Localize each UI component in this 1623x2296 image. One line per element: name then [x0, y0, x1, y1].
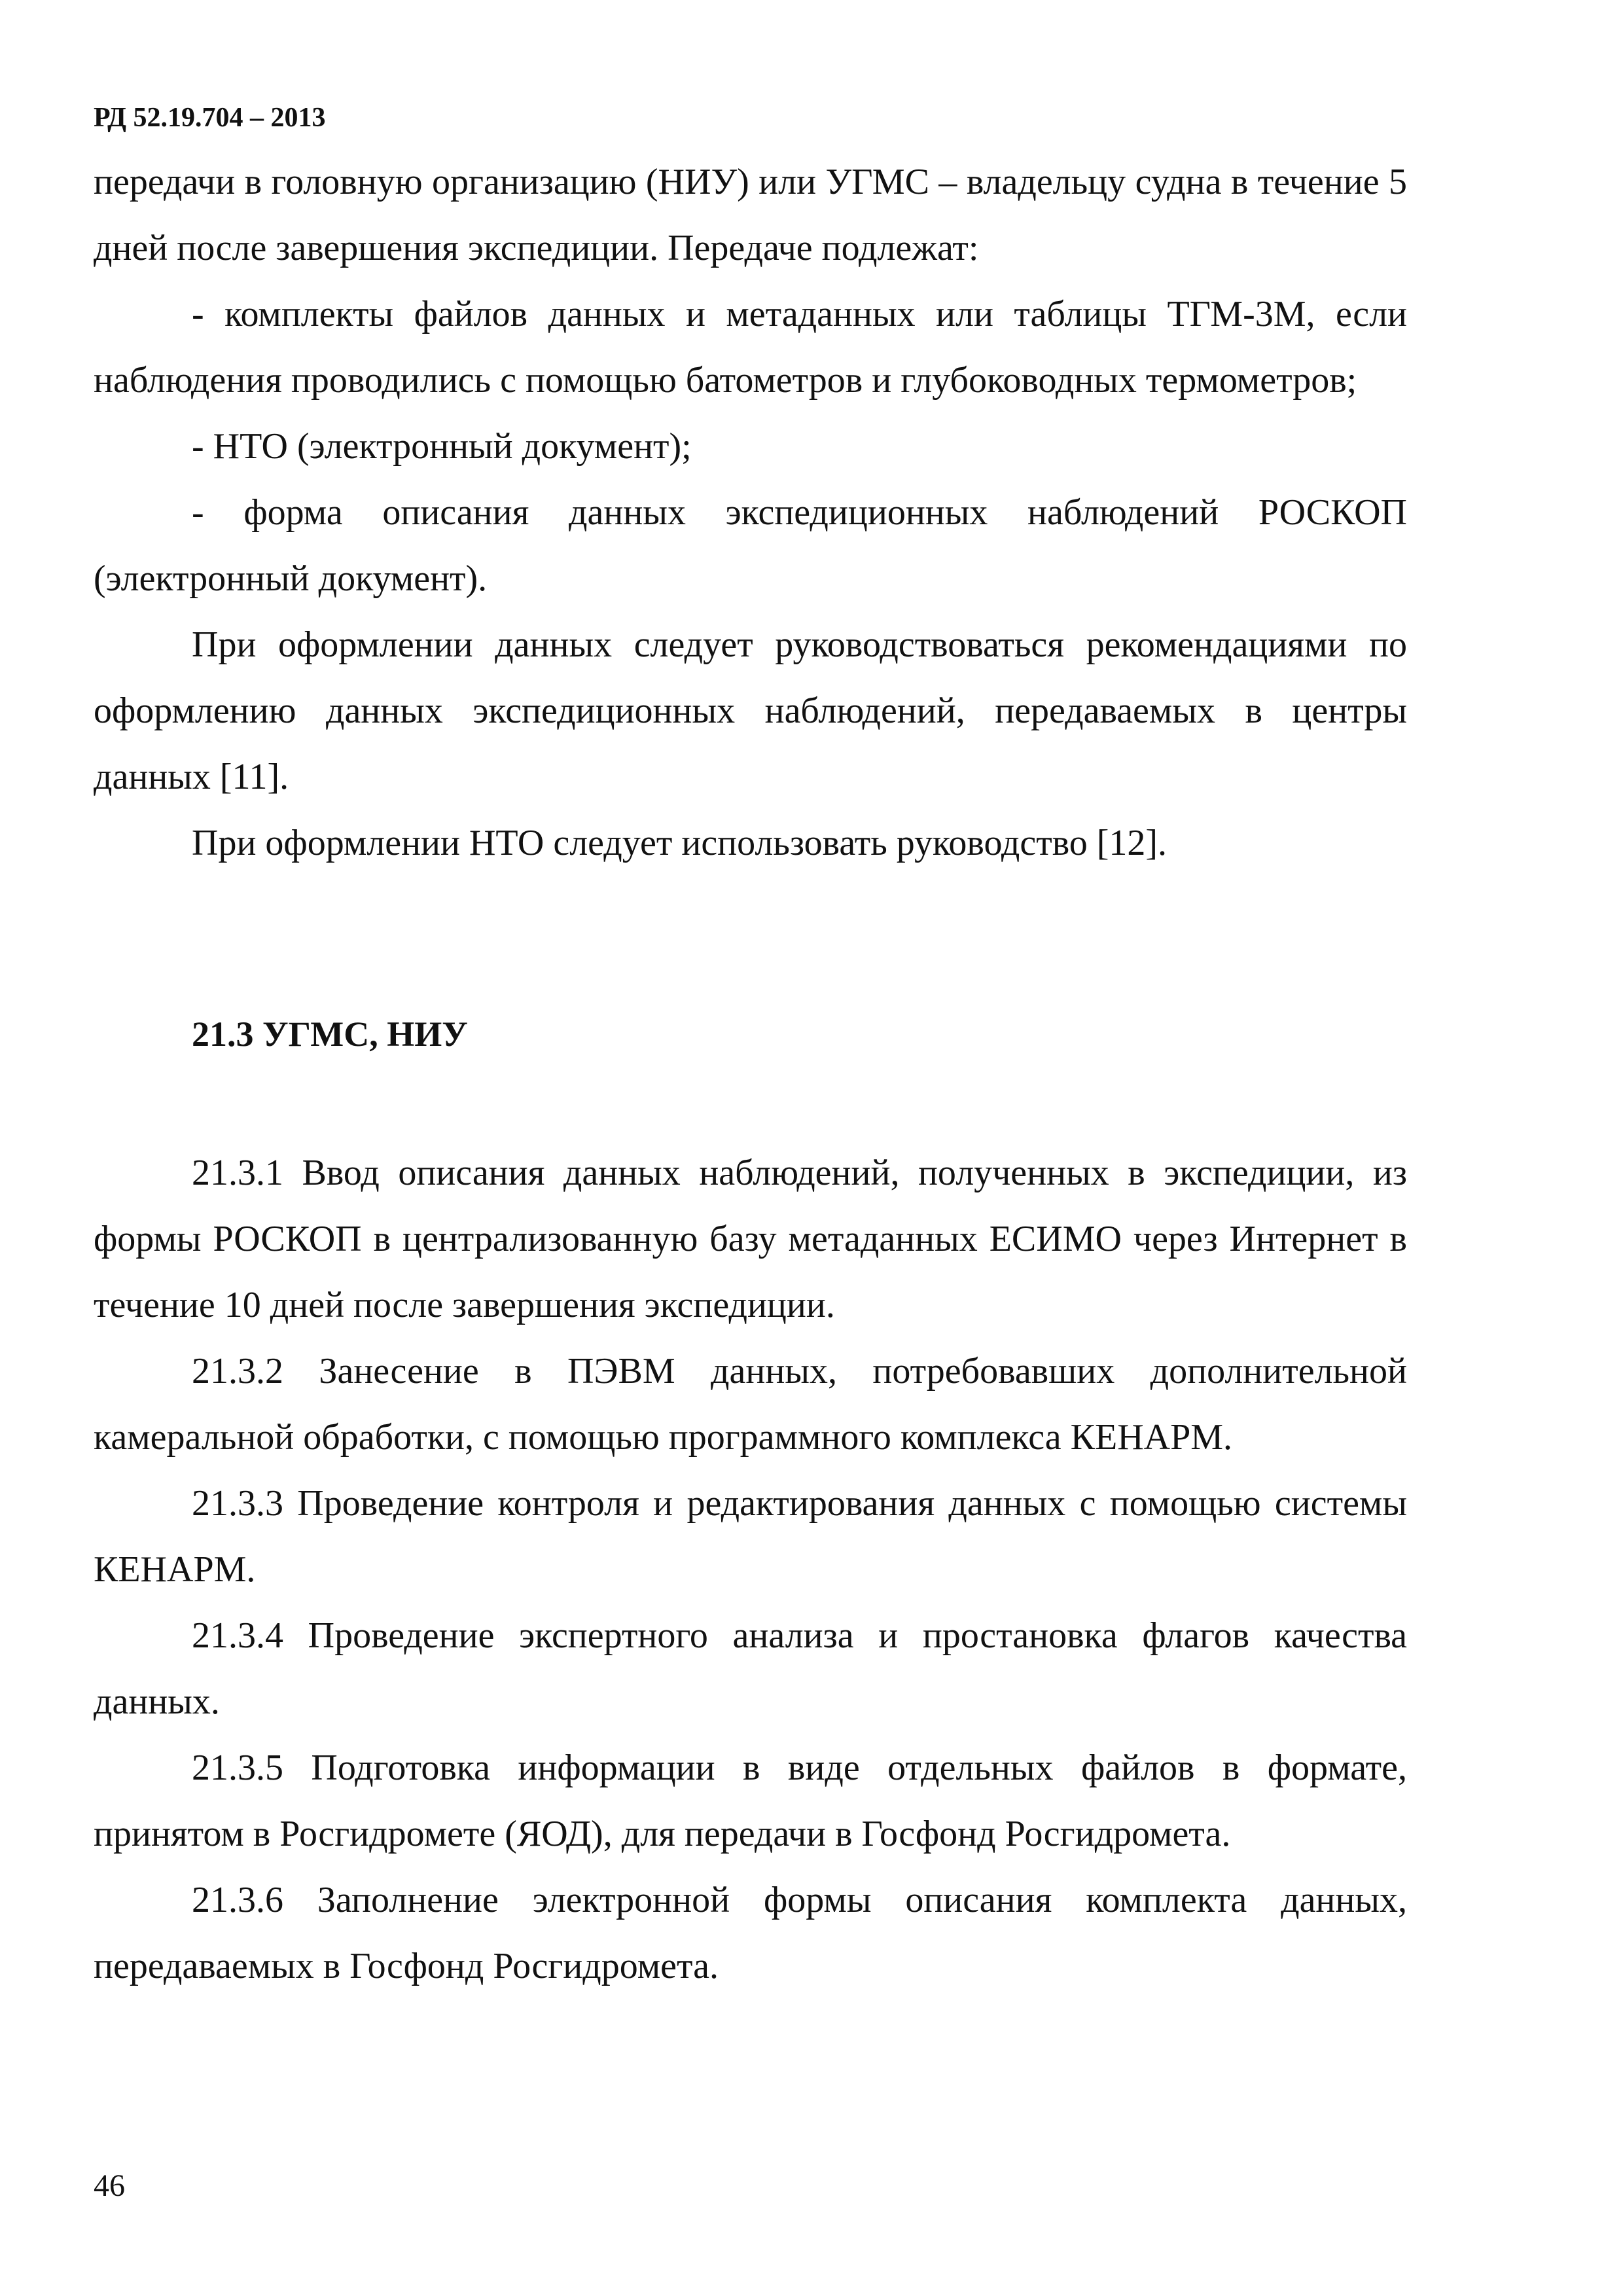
subsection-21-3-3: 21.3.3 Проведение контроля и редактирования данных с помощью системы КЕНАРМ. — [94, 1483, 1407, 1590]
subsection-21-3-6: 21.3.6 Заполнение электронной формы описания комплекта данных, передаваемых в Госфонд Росгидромета. — [94, 1880, 1407, 1986]
subsection-21-3-4: 21.3.4 Проведение экспертного анализа и простановка флагов качества данных. — [94, 1615, 1407, 1722]
text-block-section-21-3 — [94, 1140, 1407, 2000]
subsection-21-3-5: 21.3.5 Подготовка информации в виде отдельных файлов в формате, принятом в Росгидромете (ЯОД), для передачи в Госфонд Росгидромета. — [94, 1748, 1407, 1854]
subsection-21-3-1: 21.3.1 Ввод описания данных наблюдений, полученных в экспедиции, из формы РОСКОП в централизованную базу метаданных ЕСИМО через Интернет в течение 10 дней после завершения экспедиции. — [94, 1153, 1407, 1325]
subsection-21-3-2: 21.3.2 Занесение в ПЭВМ данных, потребовавших дополнительной камеральной обработки, с помощью программного комплекса КЕНАРМ. — [94, 1351, 1407, 1458]
page-number: 46 — [94, 2168, 125, 2203]
paragraph-transfer-intro: передачи в головную организацию (НИУ) или УГМС – владельцу судна в течение 5 дней после завершения экспедиции. Передаче подлежат: — [94, 162, 1407, 268]
document-code-header: РД 52.19.704 – 2013 — [94, 103, 326, 133]
list-item-nto: - НТО (электронный документ); — [192, 426, 692, 467]
text-block-transfer — [94, 149, 1407, 876]
section-heading: 21.3 УГМС, НИУ — [192, 1014, 468, 1054]
list-item-data-files: - комплекты файлов данных и метаданных или таблицы ТГМ-3М, если наблюдения проводились с помощью батометров и глубоководных термометров; — [94, 294, 1407, 401]
list-item-roskop-form: - форма описания данных экспедиционных наблюдений РОСКОП (электронный документ). — [94, 492, 1407, 599]
paragraph-data-formatting: При оформлении данных следует руководствоваться рекомендациями по оформлению данных экспедиционных наблюдений, передаваемых в центры данных [11]. — [94, 624, 1407, 797]
paragraph-nto-formatting: При оформлении НТО следует использовать руководство [12]. — [192, 823, 1168, 863]
